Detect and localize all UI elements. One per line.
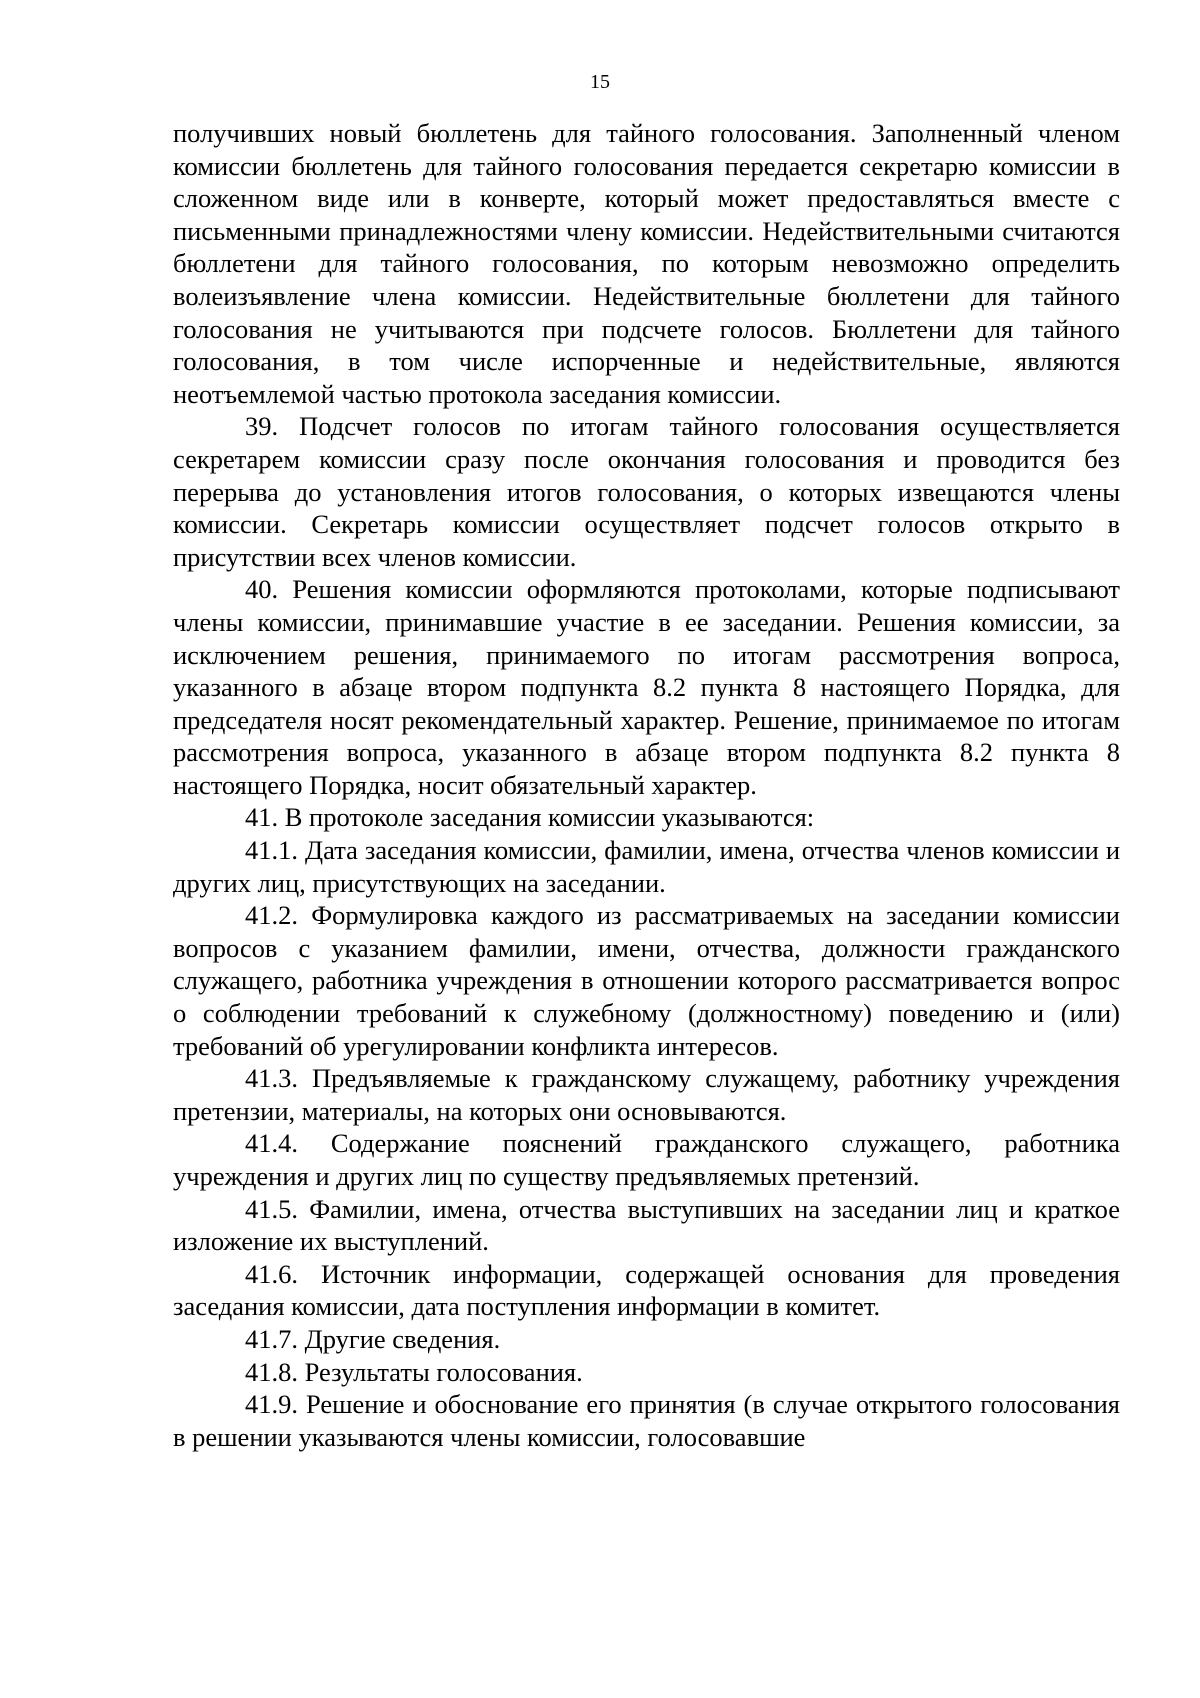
paragraph-40: 40. Решения комиссии оформляются протоколами, которые подписывают члены комиссии, принимавшие участие в ее заседании. Решения комиссии, за исключением решения, принимаемого по итогам рассмотрения вопроса, указанного в абзаце втором подпункта 8.2 пункта 8 настоящего Порядка, для председателя носят рекомендательный характер. Решение, принимаемое по итогам рассмотрения вопроса, указанного в абзаце втором подпункта 8.2 пункта 8 настоящего Порядка, носит обязательный характер. bbox=[173, 574, 1120, 800]
document-body bbox=[173, 117, 1120, 1453]
paragraph-41-3: 41.3. Предъявляемые к гражданскому служащему, работнику учреждения претензии, материалы, на которых они основываются. bbox=[173, 1063, 1120, 1126]
paragraph-41-1: 41.1. Дата заседания комиссии, фамилии, имена, отчества членов комиссии и других лиц, присутствующих на заседании. bbox=[173, 835, 1120, 898]
paragraph-41-4: 41.4. Содержание пояснений гражданского служащего, работника учреждения и других лиц по существу предъявляемых претензий. bbox=[173, 1128, 1120, 1191]
paragraph-41-7: 41.7. Другие сведения. bbox=[245, 1323, 501, 1354]
paragraph-41: 41. В протоколе заседания комиссии указываются: bbox=[245, 802, 815, 833]
paragraph-41-8: 41.8. Результаты голосования. bbox=[245, 1356, 583, 1387]
page-number: 15 bbox=[590, 71, 610, 93]
paragraph-continuation: получивших новый бюллетень для тайного голосования. Заполненный членом комиссии бюллетень для тайного голосования передается секретарю комиссии в сложенном виде или в конверте, который может предоставляться вместе с письменными принадлежностями члену комиссии. Недействительными считаются бюллетени для тайного голосования, по которым невозможно определить волеизъявление члена комиссии. Недействительные бюллетени для тайного голосования не учитываются при подсчете голосов. Бюллетени для тайного голосования, в том числе испорченные и недействительные, являются неотъемлемой частью протокола заседания комиссии. bbox=[173, 118, 1120, 409]
paragraph-41-5: 41.5. Фамилии, имена, отчества выступивших на заседании лиц и краткое изложение их выступлений. bbox=[173, 1193, 1120, 1257]
paragraph-39: 39. Подсчет голосов по итогам тайного голосования осуществляется секретарем комиссии сразу после окончания голосования и проводится без перерыва до установления итогов голосования, о которых извещаются члены комиссии. Секретарь комиссии осуществляет подсчет голосов открыто в присутствии всех членов комиссии. bbox=[173, 411, 1120, 572]
paragraph-41-6: 41.6. Источник информации, содержащей основания для проведения заседания комиссии, дата поступления информации в комитет. bbox=[173, 1258, 1120, 1322]
paragraph-41-9: 41.9. Решение и обоснование его принятия (в случае открытого голосования в решении указываются члены комиссии, голосовавшие bbox=[173, 1389, 1120, 1452]
paragraph-41-2: 41.2. Формулировка каждого из рассматриваемых на заседании комиссии вопросов с указанием фамилии, имени, отчества, должности гражданского служащего, работника учреждения в отношении которого рассматривается вопрос о соблюдении требований к служебному (должностному) поведению и (или) требований об урегулировании конфликта интересов. bbox=[173, 900, 1120, 1061]
